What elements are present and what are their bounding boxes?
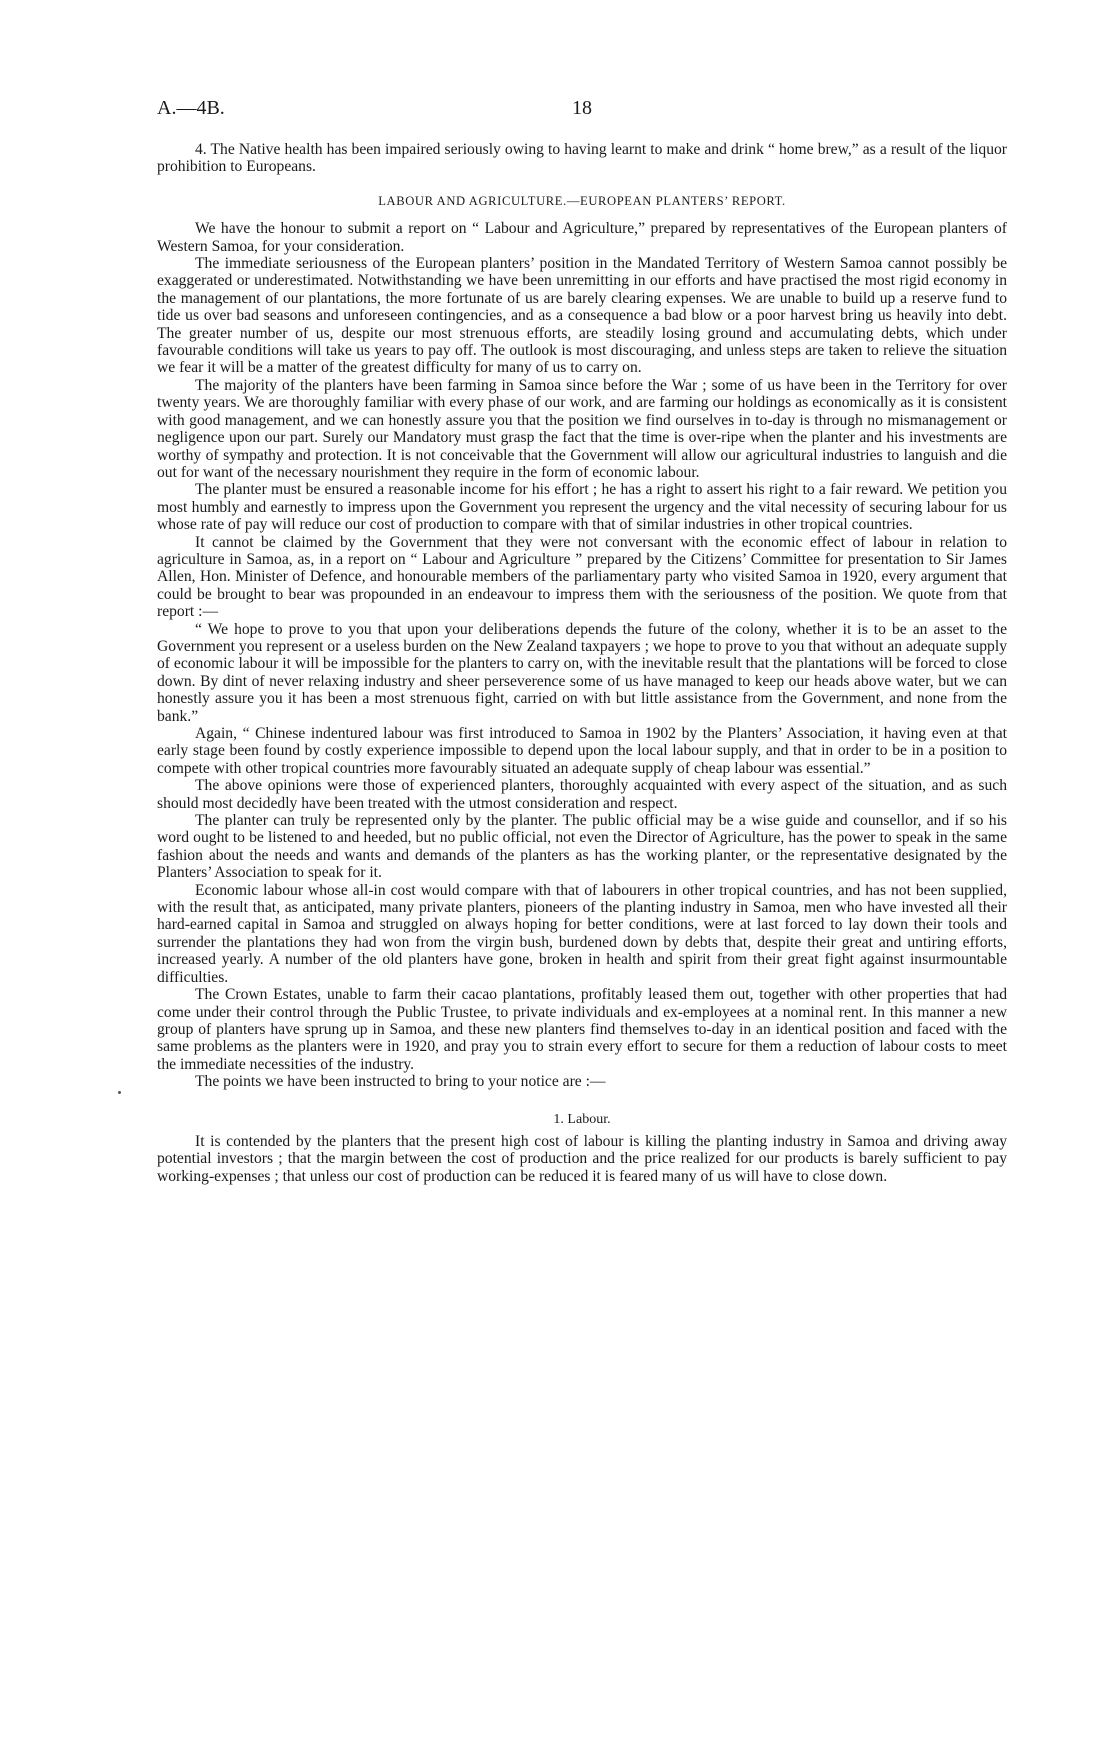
document-reference: A.—4B.	[157, 97, 225, 119]
paragraph-opinions: The above opinions were those of experienced planters, thoroughly acquainted with every aspect of the situation, and as such should most decidedly have been treated with the utmost consideration and respect.	[157, 777, 1007, 812]
paragraph-crown-estates: The Crown Estates, unable to farm their cacao plantations, profitably leased them out, together with other properties that had come under their control through the Public Trustee, to private individuals and ex-employees at a nominal rent. In this manner a new group of planters have sprung up in Samoa, and these new planters find themselves to-day in an identical position and faced with the same problems as the planters were in 1920, and pray you to strain every effort to secure for them a reduction of labour costs to meet the immediate necessities of the industry.	[157, 986, 1007, 1073]
paragraph-points: The points we have been instructed to bring to your notice are :—	[195, 1073, 606, 1091]
paragraph-quote-future: “ We hope to prove to you that upon your deliberations depends the future of the colony, whether it is to be an asset to the Government you represent or a useless burden on the New Zealand taxpayers ; we hope to prove to you that without an adequate supply of economic labour it will be impossible for the planters to carry on, with the inevitable result that the plantations will be forced to close down. By dint of never relaxing industry and sheer perseverence some of us have managed to keep our heads above water, but we can honestly assure you it has been a most strenuous fight, carried on with but little assistance from the Government, and none from the bank.”	[157, 620, 1007, 725]
paragraph-economic-effect: It cannot be claimed by the Government that they were not conversant with the economic effect of labour in relation to agriculture in Samoa, as, in a report on “ Labour and Agriculture ” prepared by the Citizens’ Committee for presentation to Sir James Allen, Hon. Minister of Defence, and honourable members of the parliamentary party who visited Samoa in 1920, every argument that could be brought to bear was propounded in an endeavour to impress them with the seriousness of the position. We quote from that report :—	[157, 533, 1007, 621]
section-heading: LABOUR AND AGRICULTURE.—EUROPEAN PLANTERS’ REPORT.	[378, 193, 786, 208]
paragraph-quote-chinese-labour: Again, “ Chinese indentured labour was first introduced to Samoa in 1902 by the Planters’ Association, it having even at that early stage been found by costly experience impossible to depend upon the local labour supply, and that in order to be in a position to compete with other tropical countries more favourably situated an adequate supply of cheap labour was essential.”	[157, 725, 1007, 777]
paragraph-labour-cost: It is contended by the planters that the present high cost of labour is killing the planting industry in Samoa and driving away potential investors ; that the margin between the cost of production and the price realized for our products is barely sufficient to pay working-expenses ; that unless our cost of production can be reduced it is feared many of us will have to close down.	[157, 1132, 1007, 1185]
subsection-heading-labour: 1. Labour.	[553, 1111, 611, 1127]
intro-paragraph: 4. The Native health has been impaired seriously owing to having learnt to make and drink “ home brew,” as a result of the liquor prohibition to Europeans.	[157, 141, 1007, 176]
paragraph-economic-labour: Economic labour whose all-in cost would compare with that of labourers in other tropical countries, and has not been supplied, with the result that, as anticipated, many private planters, pioneers of the planting industry in Samoa, men who have invested all their hard-earned capital in Samoa and struggled on always hoping for better conditions, were at last forced to lay down their tools and surrender the plantations they had won from the virgin bush, burdened down by debts that, despite their great and untiring efforts, increased yearly. A number of the old planters have gone, broken in health and spirit from their great fight against insurmountable difficulties.	[157, 881, 1007, 986]
page-header	[157, 97, 1007, 125]
margin-mark	[118, 1091, 121, 1094]
report-body	[157, 141, 1007, 1185]
paragraph-representation: The planter can truly be represented only by the planter. The public official may be a wise guide and counsellor, and if so his word ought to be listened to and heeded, but no public official, not even the Director of Agriculture, has the power to speak in the same fashion about the needs and wants and demands of the planters as has the working planter, or the representative designated by the Planters’ Association to speak for it.	[157, 812, 1007, 882]
paragraph-honour: We have the honour to submit a report on “ Labour and Agriculture,” prepared by representatives of the European planters of Western Samoa, for your consideration.	[157, 220, 1007, 255]
paragraph-seriousness: The immediate seriousness of the European planters’ position in the Mandated Territory of Western Samoa cannot possibly be exaggerated or underestimated. Notwithstanding we have been unremitting in our efforts and have practised the most rigid economy in the management of our plantations, the more fortunate of us are barely clearing expenses. We are unable to build up a reserve fund to tide us over bad seasons and unforeseen contingencies, and as a consequence a bad blow or a poor harvest bring us heavily into debt. The greater number of us, despite our most strenuous efforts, are steadily losing ground and accumulating debts, which under favourable conditions will take us years to pay off. The outlook is most discouraging, and unless steps are taken to relieve the situation we fear it will be a matter of the greatest difficulty for many of us to carry on.	[157, 255, 1007, 377]
page-number: 18	[572, 97, 592, 119]
paragraph-majority: The majority of the planters have been farming in Samoa since before the War ; some of us have been in the Territory for over twenty years. We are thoroughly familiar with every phase of our work, and are farming our holdings as economically as it is consistent with good management, and we can honestly assure you that the position we find ourselves in to-day is through no mismanagement or negligence upon our part. Surely our Mandatory must grasp the fact that the time is over-ripe when the planter and his investments are worthy of sympathy and protection. It is not conceivable that the Government will allow our agricultural industries to languish and die out for want of the necessary nourishment they require in the form of economic labour.	[157, 376, 1007, 481]
paragraph-reasonable-income: The planter must be ensured a reasonable income for his effort ; he has a right to assert his right to a fair reward. We petition you most humbly and earnestly to impress upon the Government you represent the urgency and the vital necessity of securing labour for us whose rate of pay will reduce our cost of production to compare with that of similar industries in other tropical countries.	[157, 481, 1007, 534]
